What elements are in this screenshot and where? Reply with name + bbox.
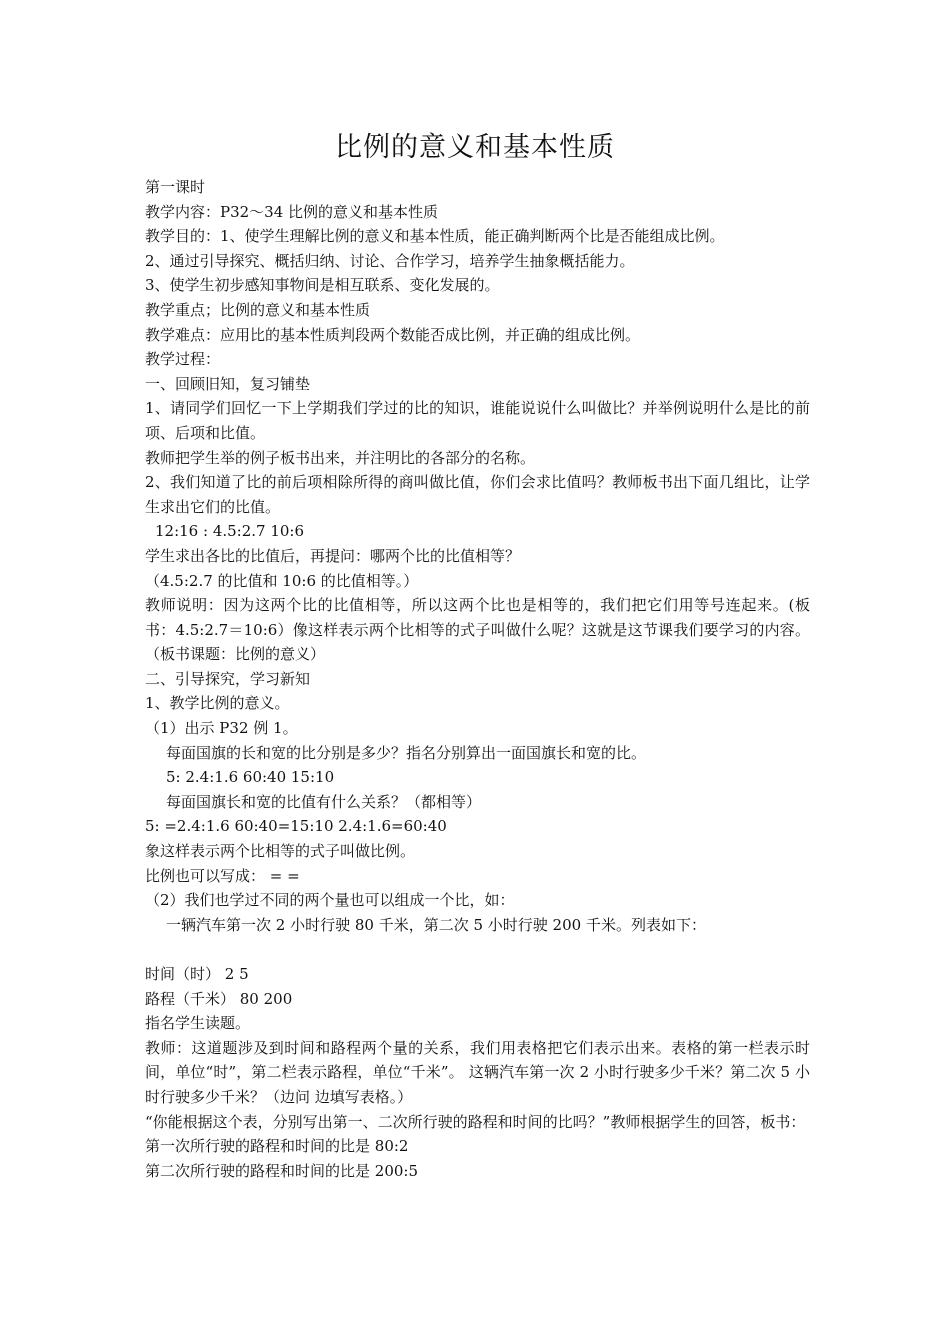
document-title: 比例的意义和基本性质 (335, 132, 615, 163)
table-row-time: 时间（时） 2 5 (145, 965, 249, 983)
paragraph: 教师把学生举的例子板书出来，并注明比的各部分的名称。 (145, 448, 536, 467)
paragraph: 教学重点；比例的意义和基本性质 (145, 300, 371, 319)
paragraph: 教学难点：应用比的基本性质判段两个数能否成比例，并正确的组成比例。 (145, 325, 641, 344)
paragraph: 教师：这道题涉及到时间和路程两个量的关系，我们用表格把它们表示出来。表格的第一栏表示时间，单位“时”，第二栏表示路程，单位“千米”。 这辆汽车第一次 2 小时行驶多少千米？第二次 5 小时行驶多少千米？（边问 边填写表格。） (145, 1038, 810, 1106)
paragraph: 教学过程： (145, 350, 221, 369)
paragraph: 比例也可以写成： = = (145, 866, 300, 885)
paragraph: “你能根据这个表，分别写出第一、二次所行驶的路程和时间的比吗？”教师根据学生的回答，板书： (145, 1112, 806, 1131)
paragraph: 3、使学生初步感知事物间是相互联系、变化发展的。 (145, 276, 500, 295)
paragraph: 学生求出各比的比值后，再提问：哪两个比的比值相等？ (145, 546, 521, 565)
paragraph: 1、请同学们回忆一下上学期我们学过的比的知识，谁能说说什么叫做比？并举例说明什么是比的前项、后项和比值。 (145, 399, 810, 442)
paragraph: 2、通过引导探究、概括归纳、讨论、合作学习，培养学生抽象概括能力。 (145, 251, 635, 270)
document-body (145, 175, 810, 1183)
paragraph: 第一次所行驶的路程和时间的比是 80:2 (145, 1137, 409, 1156)
ratio-equations: 5: =2.4:1.6 60:40=15:10 2.4:1.6=60:40 (145, 817, 447, 836)
paragraph: 每面国旗的长和宽的比分别是多少？指名分别算出一面国旗长和宽的比。 (166, 743, 647, 762)
section-heading: 二、引导探究，学习新知 (145, 669, 311, 688)
paragraph: （4.5:2.7 的比值和 10:6 的比值相等。） (145, 571, 419, 590)
paragraph: 第二次所行驶的路程和时间的比是 200:5 (145, 1161, 418, 1180)
paragraph: （1）出示 P32 例 1。 (145, 719, 298, 738)
paragraph: 教师说明：因为这两个比的比值相等，所以这两个比也是相等的，我们把它们用等号连起来。(板书：4.5:2.7＝10:6）像这样表示两个比相等的式子叫做什么呢？这就是这节课我们要学习的内容。（板书课题：比例的意义） (145, 596, 810, 664)
paragraph: （2）我们也学过不同的两个量也可以组成一个比，如： (145, 891, 515, 910)
paragraph: 指名学生读题。 (145, 1014, 251, 1033)
paragraph: 教学内容：P32～34 比例的意义和基本性质 (145, 202, 439, 221)
table-row-distance: 路程（千米） 80 200 (145, 989, 293, 1008)
paragraph: 教学目的：1、使学生理解比例的意义和基本性质，能正确判断两个比是否能组成比例。 (145, 227, 725, 246)
paragraph: 第一课时 (145, 178, 206, 196)
paragraph: 2、我们知道了比的前后项相除所得的商叫做比值，你们会求比值吗？教师板书出下面几组比，让学生求出它们的比值。 (145, 473, 810, 516)
paragraph: 1、教学比例的意义。 (145, 694, 290, 713)
ratio-list: 12:16 : 4.5:2.7 10:6 (155, 522, 305, 541)
paragraph: 一辆汽车第一次 2 小时行驶 80 千米，第二次 5 小时行驶 200 千米。列表如下： (166, 915, 706, 934)
blank-line (145, 937, 810, 962)
ratio-list: 5: 2.4:1.6 60:40 15:10 (166, 768, 335, 787)
paragraph: 每面国旗长和宽的比值有什么关系？（都相等） (166, 792, 482, 811)
section-heading: 一、回顾旧知，复习铺垫 (145, 374, 311, 393)
paragraph: 象这样表示两个比相等的式子叫做比例。 (145, 842, 416, 861)
